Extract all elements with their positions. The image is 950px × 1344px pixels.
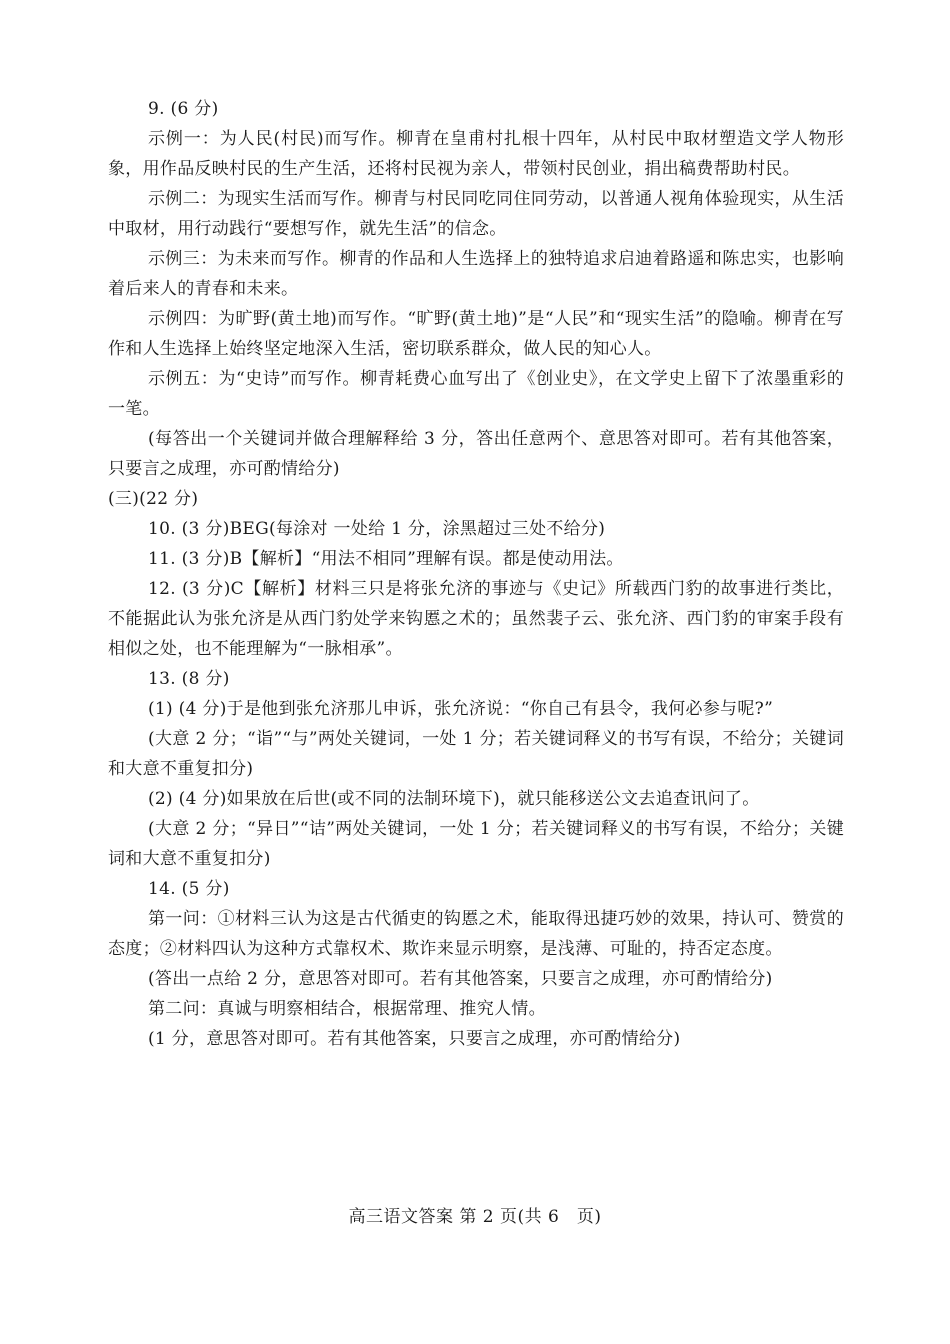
q10-answer: 10. (3 分)BEG(每涂对 一处给 1 分，涂黑超过三处不给分) [148, 519, 606, 539]
q13-part-1: (1) (4 分)于是他到张允济那儿申诉，张允济说：“你自己有县令，我何必参与呢?” [148, 699, 774, 719]
q14-answer-1: 第一问：①材料三认为这是古代循吏的钩慝之术，能取得迅捷巧妙的效果，持认可、赞赏的态度；②材料四认为这种方式靠权术、欺诈来显示明察，是浅薄、可耻的，持否定态度。 [108, 909, 844, 959]
q14-answer-2-note: (1 分，意思答对即可。若有其他答案，只要言之成理，亦可酌情给分) [148, 1029, 681, 1049]
q9-example-1: 示例一：为人民(村民)而写作。柳青在皇甫村扎根十四年，从村民中取材塑造文学人物形象，用作品反映村民的生产生活，还将村民视为亲人，带领村民创业，捐出稿费帮助村民。 [108, 129, 844, 179]
q14-answer-2: 第二问：真诚与明察相结合，根据常理、推究人情。 [148, 999, 546, 1019]
q9-example-2: 示例二：为现实生活而写作。柳青与村民同吃同住同劳动，以普通人视角体验现实，从生活中取材，用行动践行“要想写作，就先生活”的信念。 [108, 189, 844, 239]
q14-heading: 14. (5 分) [148, 879, 230, 899]
q9-example-4: 示例四：为旷野(黄土地)而写作。“旷野(黄土地)”是“人民”和“现实生活”的隐喻。柳青在写作和人生选择上始终坚定地深入生活，密切联系群众，做人民的知心人。 [108, 309, 844, 359]
q9-heading: 9. (6 分) [148, 99, 219, 119]
answer-document [108, 94, 844, 1054]
q9-example-5: 示例五：为“史诗”而写作。柳青耗费心血写出了《创业史》，在文学史上留下了浓墨重彩的一笔。 [108, 369, 844, 419]
q12-answer: 12. (3 分)C【解析】材料三只是将张允济的事迹与《史记》所载西门豹的故事进行类比，不能据此认为张允济是从西门豹处学来钩慝之术的；虽然裴子云、张允济、西门豹的审案手段有相似之处，也不能理解为“一脉相承”。 [108, 579, 844, 659]
q13-part-2: (2) (4 分)如果放在后世(或不同的法制环境下)，就只能移送公文去追查讯问了。 [148, 789, 760, 809]
q9-example-3: 示例三：为未来而写作。柳青的作品和人生选择上的独特追求启迪着路遥和陈忠实，也影响着后来人的青春和未来。 [108, 249, 844, 299]
q13-part-1-note: (大意 2 分；“诣”“与”两处关键词，一处 1 分；若关键词释义的书写有误，不给分；关键词和大意不重复扣分) [108, 729, 844, 779]
q11-answer: 11. (3 分)B【解析】“用法不相同”理解有误。都是使动用法。 [148, 549, 624, 569]
q13-heading: 13. (8 分) [148, 669, 230, 689]
page-footer: 高三语文答案 第 2 页(共 6 页) [348, 1207, 602, 1227]
section-3-heading: (三)(22 分) [108, 489, 199, 509]
q14-answer-1-note: (答出一点给 2 分，意思答对即可。若有其他答案，只要言之成理，亦可酌情给分) [148, 969, 773, 989]
q13-part-2-note: (大意 2 分；“异日”“诘”两处关键词，一处 1 分；若关键词释义的书写有误，不给分；关键词和大意不重复扣分) [108, 819, 844, 869]
q9-scoring-note: (每答出一个关键词并做合理解释给 3 分，答出任意两个、意思答对即可。若有其他答案，只要言之成理，亦可酌情给分) [108, 429, 844, 479]
